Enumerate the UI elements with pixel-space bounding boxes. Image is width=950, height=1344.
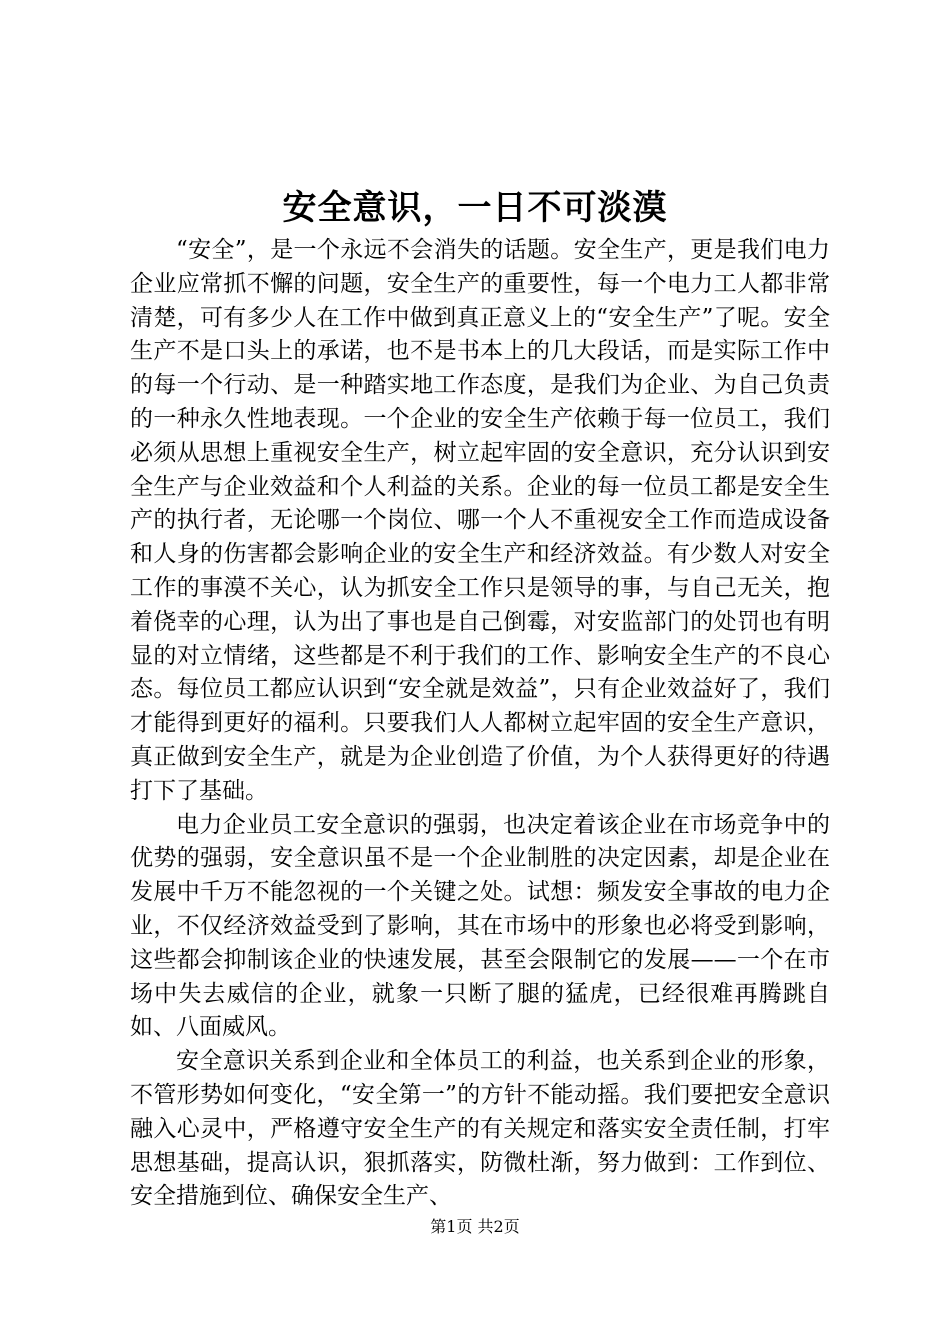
document-body: [130, 234, 830, 1214]
paragraph-1: “安全”，是一个永远不会消失的话题。安全生产，更是我们电力企业应常抓不懈的问题，安全生产的重要性，每一个电力工人都非常清楚，可有多少人在工作中做到真正意义上的“安全生产”了呢。安全生产不是口头上的承诺，也不是书本上的几大段话，而是实际工作中的每一个行动、是一种踏实地工作态度，是我们为企业、为自己负责的一种永久性地表现。一个企业的安全生产依赖于每一位员工，我们必须从思想上重视安全生产，树立起牢固的安全意识，充分认识到安全生产与企业效益和个人利益的关系。企业的每一位员工都是安全生产的执行者，无论哪一个岗位、哪一个人不重视安全工作而造成设备和人身的伤害都会影响企业的安全生产和经济效益。有少数人对安全工作的事漠不关心，认为抓安全工作只是领导的事，与自己无关，抱着侥幸的心理，认为出了事也是自己倒霉，对安监部门的处罚也有明显的对立情绪，这些都是不利于我们的工作、影响安全生产的不良心态。每位员工都应认识到“安全就是效益”，只有企业效益好了，我们才能得到更好的福利。只要我们人人都树立起牢固的安全生产意识，真正做到安全生产，就是为企业创造了价值，为个人获得更好的待遇打下了基础。: [130, 237, 830, 804]
page-number-footer: 第1页 共2页: [430, 1217, 520, 1236]
paragraph-2: 电力企业员工安全意识的强弱，也决定着该企业在市场竞争中的优势的强弱，安全意识虽不是一个企业制胜的决定因素，却是企业在发展中千万不能忽视的一个关键之处。试想：频发安全事故的电力企业，不仅经济效益受到了影响，其在市场中的形象也必将受到影响，这些都会抑制该企业的快速发展，甚至会限制它的发展——一个在市场中失去威信的企业，就象一只断了腿的猛虎，已经很难再腾跳自如、八面威风。: [130, 811, 830, 1041]
document-title: 安全意识，一日不可淡漠: [282, 188, 668, 228]
paragraph-3: 安全意识关系到企业和全体员工的利益，也关系到企业的形象，不管形势如何变化，“安全第一”的方针不能动摇。我们要把安全意识融入心灵中，严格遵守安全生产的有关规定和落实安全责任制，打牢思想基础，提高认识，狠抓落实，防微杜渐，努力做到：工作到位、安全措施到位、确保安全生产、: [130, 1048, 830, 1210]
